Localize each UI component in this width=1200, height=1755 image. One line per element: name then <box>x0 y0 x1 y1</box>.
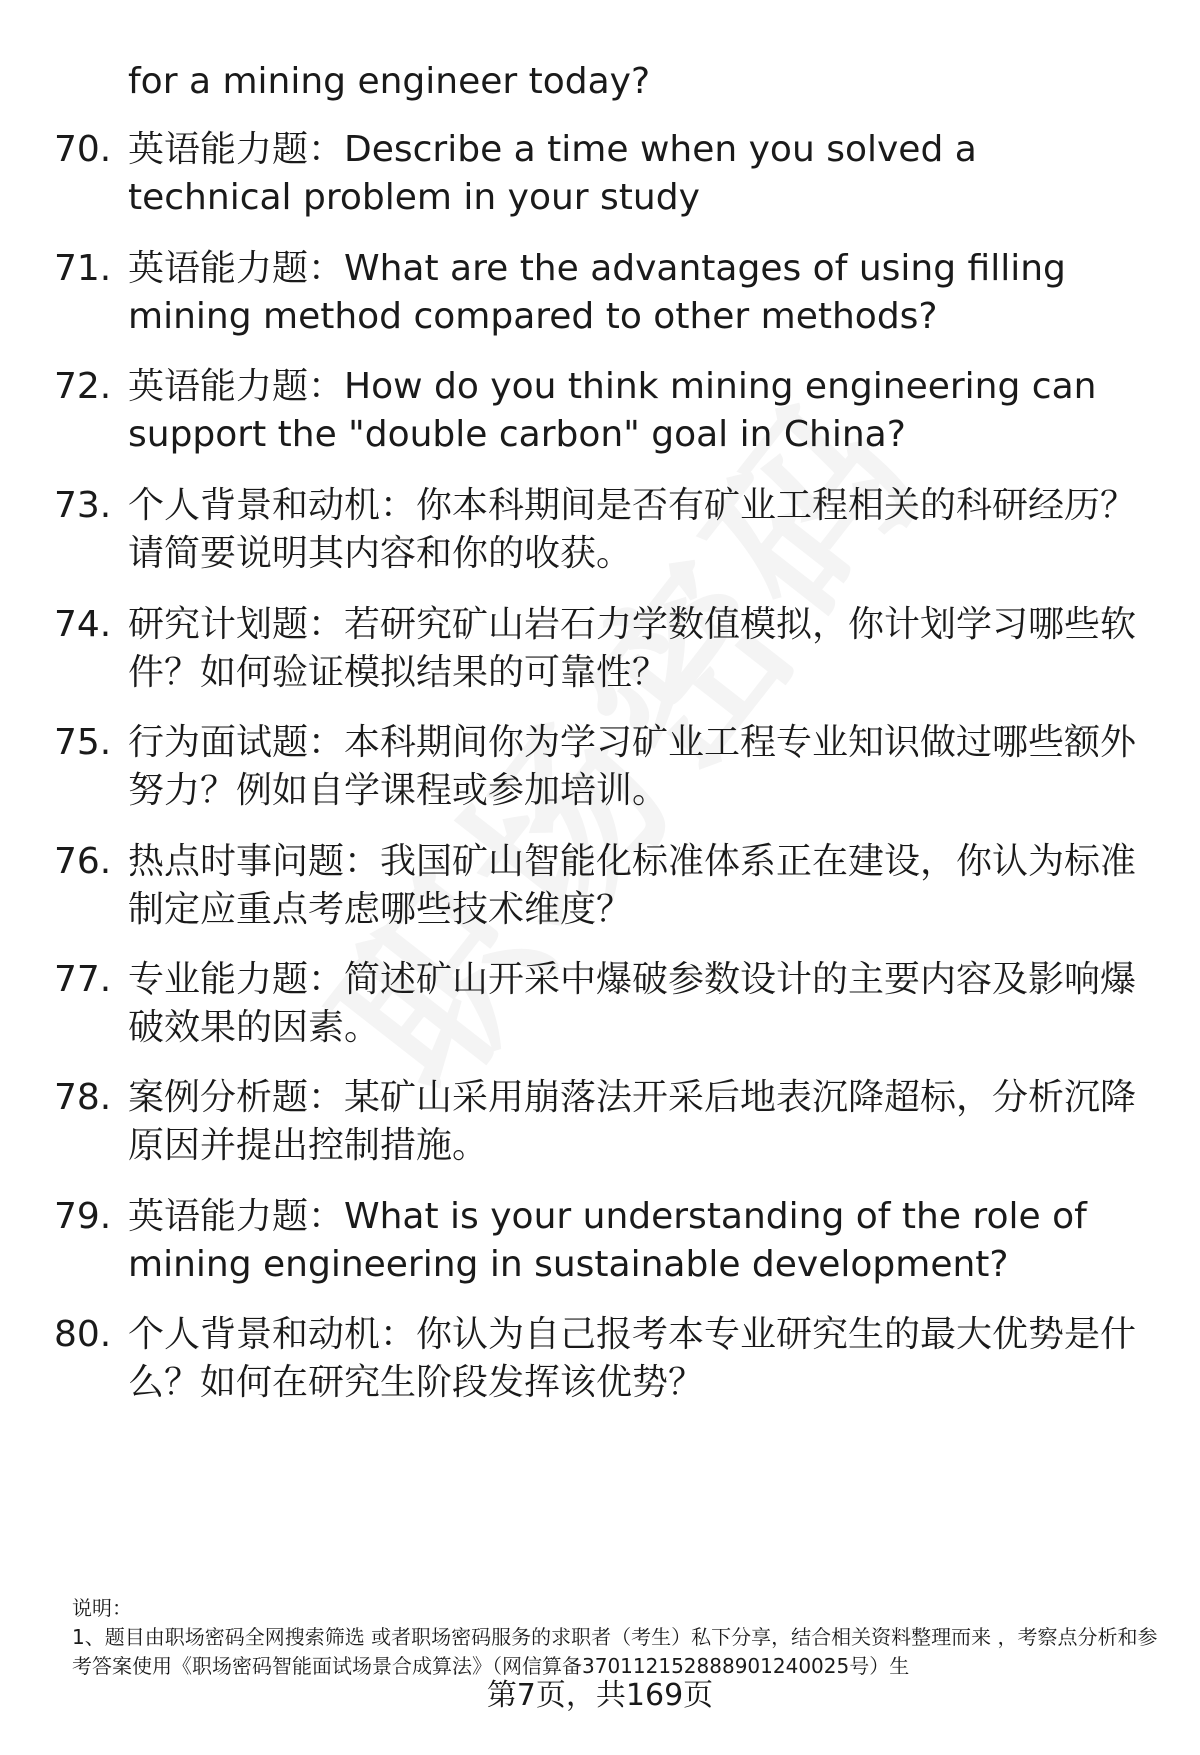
question-text: 英语能力题：Describe a time when you solved a technical problem in your study <box>128 129 977 218</box>
page-indicator: 第7页，共169页 <box>486 1678 714 1713</box>
question-number: 74. <box>54 604 112 645</box>
question-text: 英语能力题：What are the advantages of using filling mining method compared to other methods? <box>128 248 1066 337</box>
question-number: 71. <box>54 248 112 289</box>
question-item <box>54 956 1144 1052</box>
question-number: 72. <box>54 366 112 407</box>
question-text: 专业能力题：简述矿山开采中爆破参数设计的主要内容及影响爆破效果的因素。 <box>128 959 1137 1048</box>
notes-section <box>72 1594 1162 1681</box>
question-text: 热点时事问题：我国矿山智能化标准体系正在建设，你认为标准制定应重点考虑哪些技术维度？ <box>128 841 1137 930</box>
notes-text: 1、题目由职场密码全网搜索筛选 或者职场密码服务的求职者（考生）私下分享，结合相关资料整理而来 ，考察点分析和参考答案使用《职场密码智能面试场景合成算法》（网信算备370112152888901240025号）生 <box>72 1625 1158 1678</box>
question-item <box>54 363 1144 459</box>
question-number: 75. <box>54 722 112 763</box>
question-number: 79. <box>54 1196 112 1237</box>
question-item <box>54 1074 1144 1170</box>
question-number: 78. <box>54 1077 112 1118</box>
question-number: 76. <box>54 841 112 882</box>
question-text: 个人背景和动机：你认为自己报考本专业研究生的最大优势是什么？如何在研究生阶段发挥该优势？ <box>128 1314 1137 1403</box>
question-number: 73. <box>54 485 112 526</box>
question-text: 英语能力题：What is your understanding of the role of mining engineering in sustainable development? <box>128 1196 1087 1285</box>
question-item <box>54 1311 1144 1407</box>
question-number: 77. <box>54 959 112 1000</box>
continued-question-text: for a mining engineer today? <box>128 61 651 102</box>
question-number: 70. <box>54 129 112 170</box>
question-number: 80. <box>54 1314 112 1355</box>
question-text: 行为面试题：本科期间你为学习矿业工程专业知识做过哪些额外努力？例如自学课程或参加培训。 <box>128 722 1137 811</box>
notes-title: 说明： <box>72 1596 132 1620</box>
question-item <box>54 482 1144 578</box>
question-item <box>54 601 1144 697</box>
question-text: 研究计划题：若研究矿山岩石力学数值模拟，你计划学习哪些软件？如何验证模拟结果的可靠性？ <box>128 604 1137 693</box>
question-text: 英语能力题：How do you think mining engineering can support the "double carbon" goal in China? <box>128 366 1097 455</box>
question-item <box>54 719 1144 815</box>
question-item <box>54 126 1144 222</box>
question-item <box>54 838 1144 934</box>
question-item <box>54 245 1144 341</box>
question-item <box>54 1193 1144 1289</box>
question-text: 个人背景和动机：你本科期间是否有矿业工程相关的科研经历？请简要说明其内容和你的收获。 <box>128 485 1137 574</box>
question-text: 案例分析题：某矿山采用崩落法开采后地表沉降超标，分析沉降原因并提出控制措施。 <box>128 1077 1137 1166</box>
